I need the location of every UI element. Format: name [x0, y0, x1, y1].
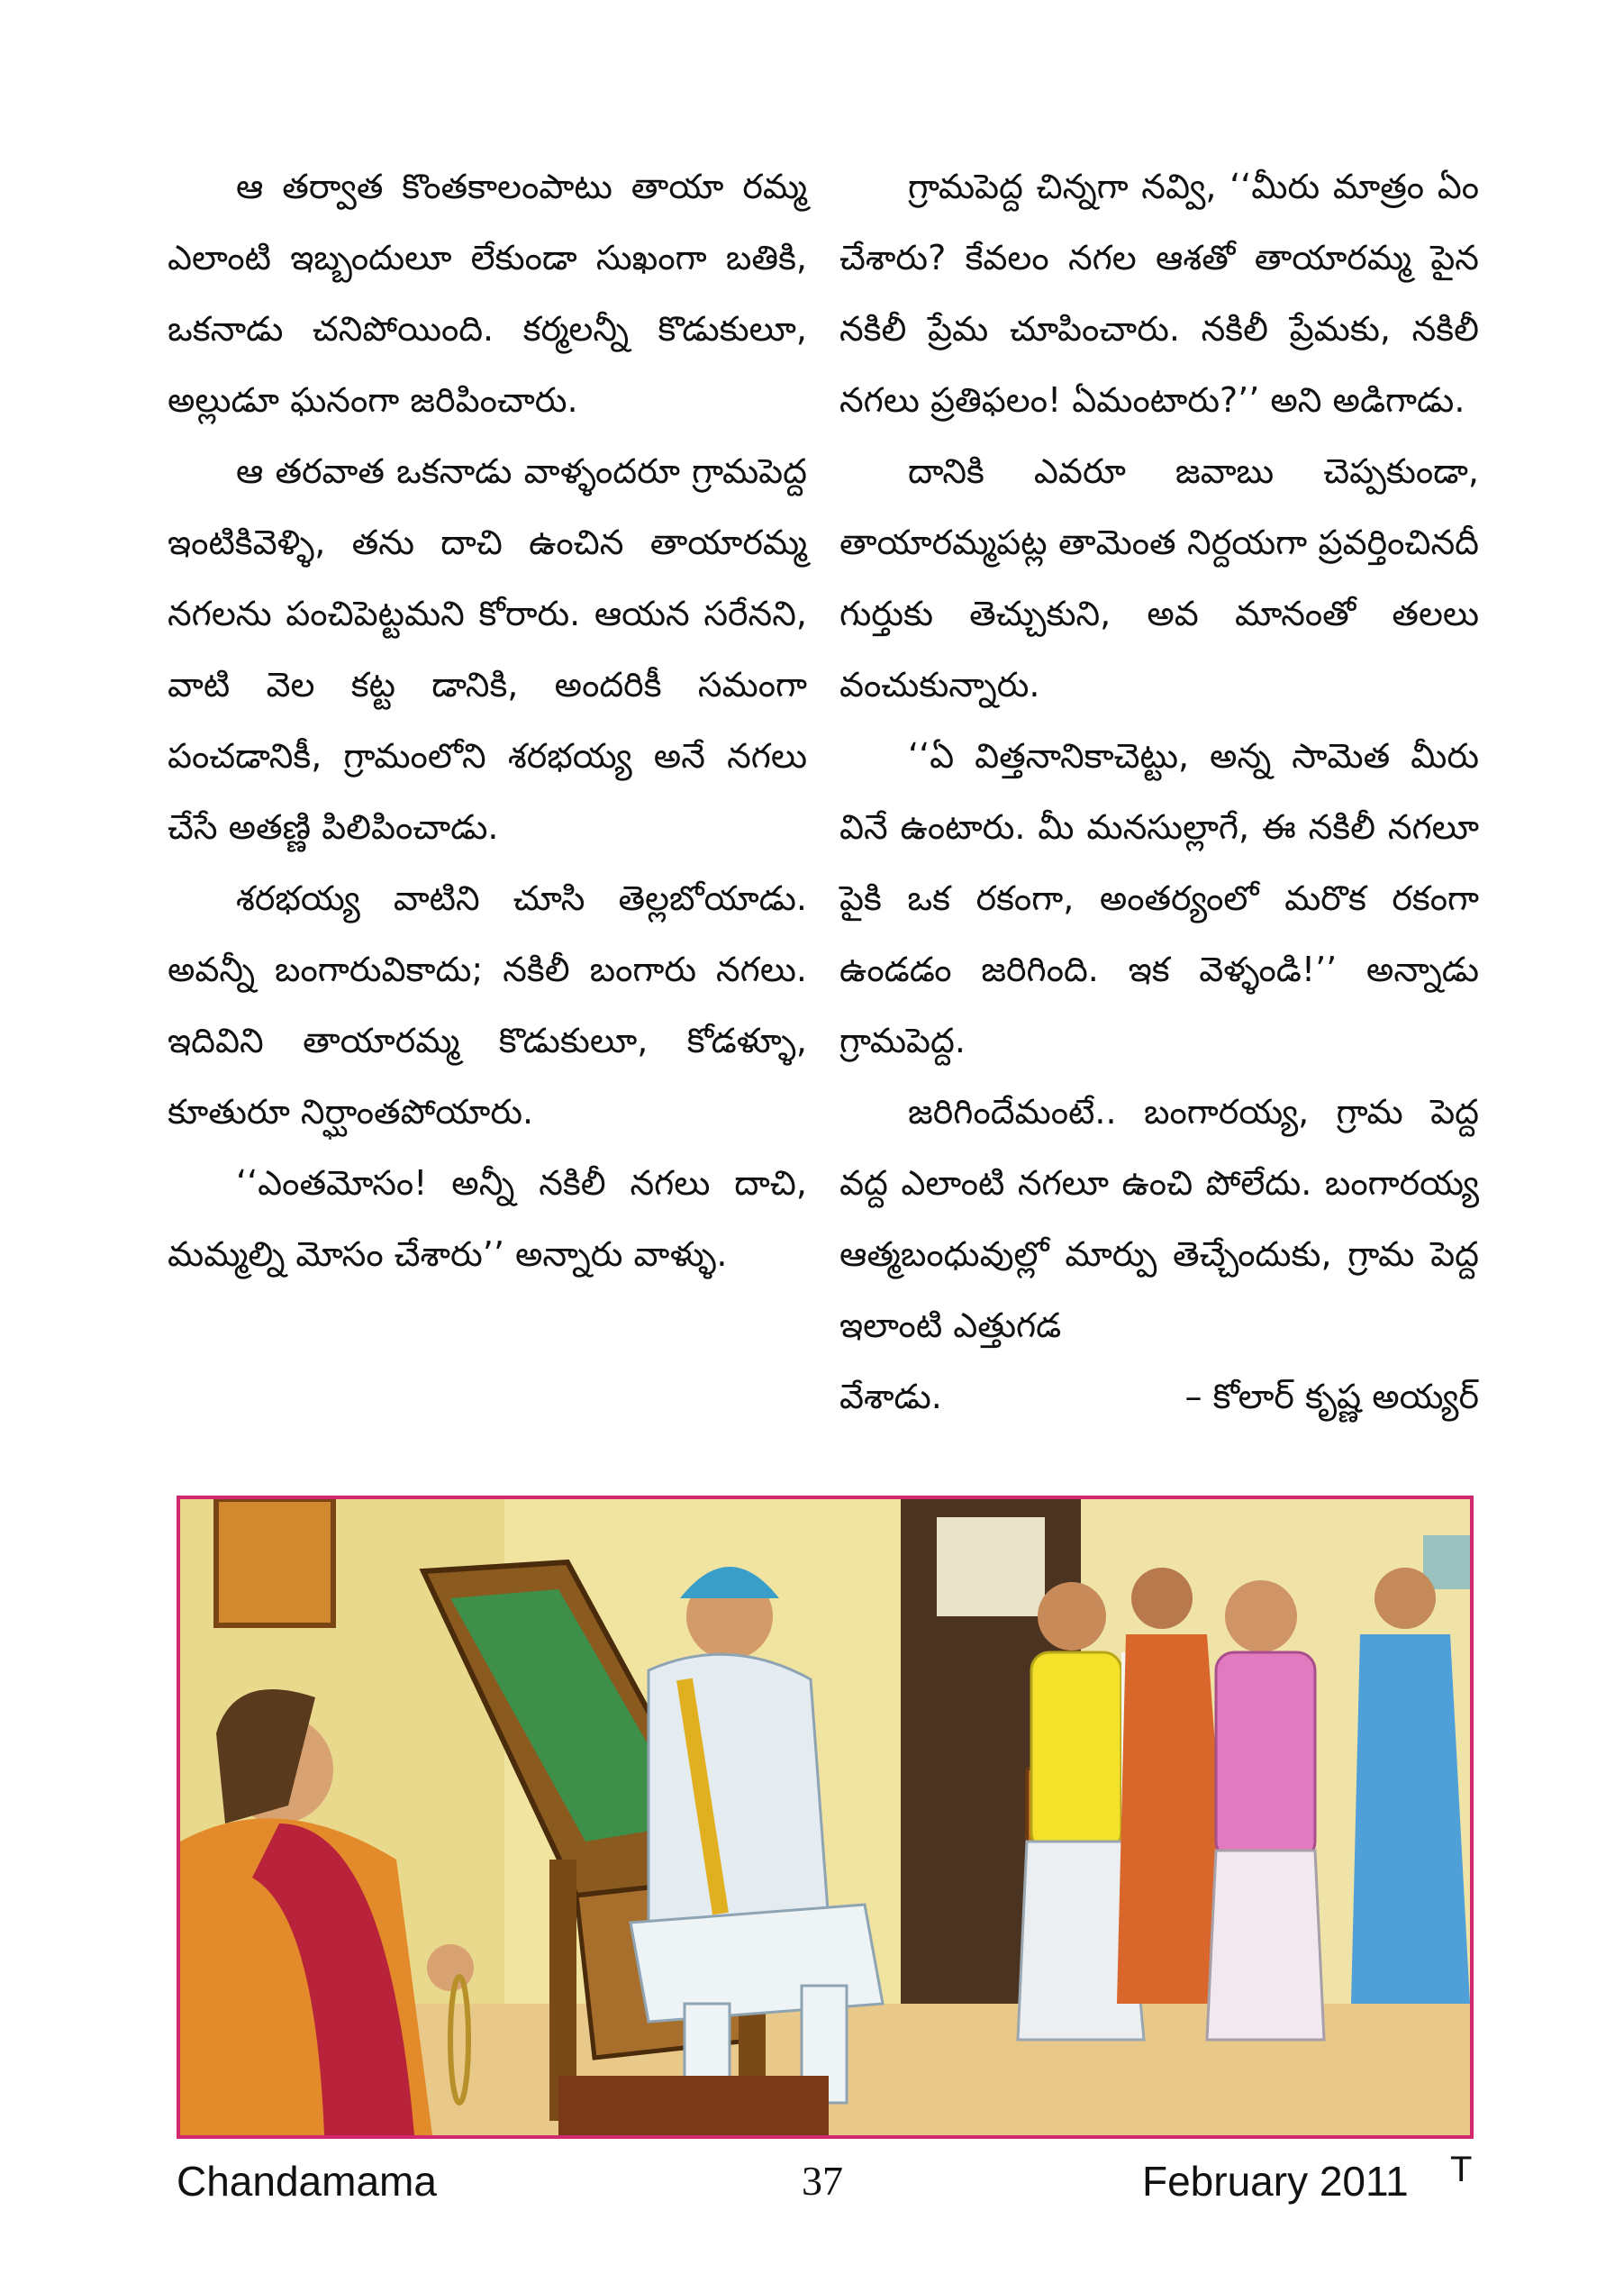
- right-paragraph-1: గ్రామపెద్ద చిన్నగా నవ్వి, ‘‘మీరు మాత్రం ఏం చేశారు? కేవలం నగల ఆశతో తాయారమ్మ పైన నకిలీ ప్రేమ చూపించారు. నకిలీ ప్రేమకు, నకిలీ నగలు ప్రతిఫలం! ఏమంటారు?’’ అని అడిగాడు.: [839, 167, 1479, 420]
- left-text-column: [168, 151, 807, 1290]
- right-paragraph-4: జరిగిందేమంటే.. బంగారయ్య, గ్రామ పెద్ద వద్ద ఎలాంటి నగలూ ఉంచి పోలేదు. బంగారయ్య ఆత్మబంధువుల్లో మార్పు తెచ్చేందుకు, గ్రామ పెద్ద ఇలాంటి ఎత్తుగడ: [839, 1092, 1479, 1345]
- signature-line: [839, 1361, 1479, 1433]
- right-paragraph-2: దానికి ఎవరూ జవాబు చెప్పకుండా, తాయారమ్మపట్ల తామెంత నిర్దయగా ప్రవర్తించినదీ గుర్తుకు తెచ్చుకుని, అవ మానంతో తలలు వంచుకున్నారు.: [839, 451, 1479, 705]
- closing-word: వేశాడు.: [839, 1377, 942, 1416]
- right-text-column: [839, 151, 1479, 1433]
- left-paragraph-4: ‘‘ఎంతమోసం! అన్నీ నకిలీ నగలు దాచి, మమ్మల్ని మోసం చేశారు’’ అన్నారు వాళ్ళు.: [168, 1163, 807, 1274]
- story-illustration: [177, 1496, 1474, 2139]
- left-paragraph-1: ఆ తర్వాత కొంతకాలంపాటు తాయా రమ్మ ఎలాంటి ఇబ్బందులూ లేకుండా సుఖంగా బతికి, ఒకనాడు చనిపోయింది. కర్మలన్నీ కొడుకులూ, అల్లుడూ ఘనంగా జరిపించారు.: [168, 167, 807, 420]
- page-number: 37: [802, 2158, 843, 2204]
- left-paragraph-2: ఆ తరవాత ఒకనాడు వాళ్ళందరూ గ్రామపెద్ద ఇంటికివెళ్ళి, తను దాచి ఉంచిన తాయారమ్మ నగలను పంచిపెట్టమని కోరారు. ఆయన సరేనని, వాటి వెల కట్ట డానికి, అందరికీ సమంగా పంచడానికీ, గ్రామంలోని శరభయ్య అనే నగలు చేసే అతణ్ణి పిలిపించాడు.: [168, 451, 807, 847]
- corner-mark: T: [1450, 2150, 1473, 2189]
- issue-date: February 2011: [1142, 2158, 1409, 2205]
- left-paragraph-3: శరభయ్య వాటిని చూసి తెల్లబోయాడు. అవన్నీ బంగారువికాదు; నకిలీ బంగారు నగలు. ఇదివిని తాయారమ్మ కొడుకులూ, కోడళ్ళూ, కూతురూ నిర్ఘాంతపోయారు.: [168, 878, 807, 1132]
- magazine-name: Chandamama: [177, 2158, 437, 2205]
- author-signature: – కోలార్ కృష్ణ అయ్యర్: [1184, 1377, 1479, 1416]
- illustration-scene: [180, 1499, 1470, 2135]
- right-paragraph-3: ‘‘ఏ విత్తనానికాచెట్టు, అన్న సామెత మీరు వినే ఉంటారు. మీ మనసుల్లాగే, ఈ నకిలీ నగలూ పైకి ఒక రకంగా, అంతర్యంలో మరొక రకంగా ఉండడం జరిగింది. ఇక వెళ్ళండి!’’ అన్నాడు గ్రామపెద్ద.: [839, 736, 1479, 1060]
